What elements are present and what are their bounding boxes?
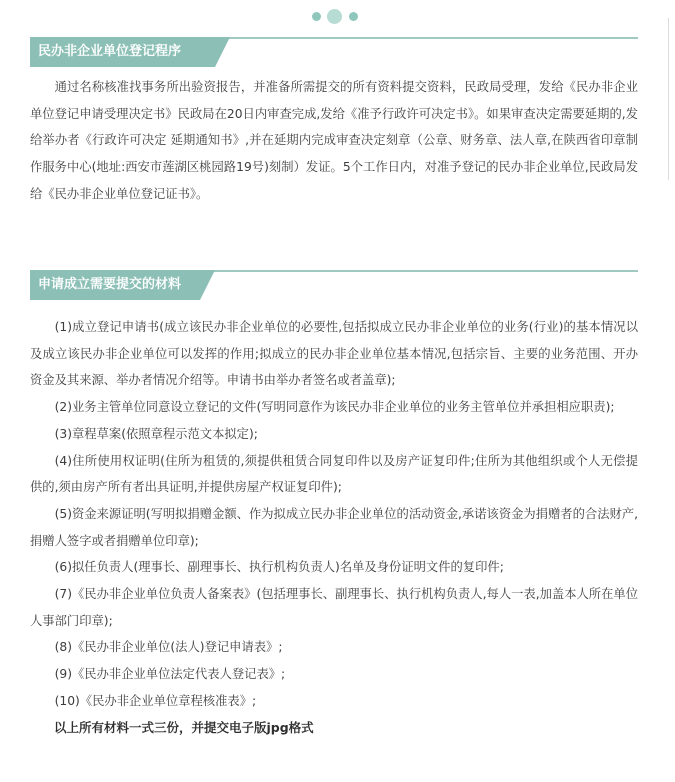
list-item: (10)《民办非企业单位章程核准表》; — [54, 693, 257, 708]
carousel-indicator — [310, 9, 362, 25]
list-item: (9)《民办非企业单位法定代表人登记表》; — [54, 667, 286, 682]
indicator-dot — [312, 12, 321, 21]
indicator-dot — [349, 12, 358, 21]
list-item: (5)资金来源证明(写明拟捐赠金额、作为拟成立民办非企业单位的活动资金,承诺该资金为捐赠者的合法财产,捐赠人签字或者捐赠单位印章); — [30, 506, 638, 548]
side-divider — [668, 18, 669, 180]
list-item: (1)成立登记申请书(成立该民办非企业单位的必要性,包括拟成立民办非企业单位的业务(行业)的基本情况以及成立该民办非企业单位可以发挥的作用;拟成立的民办非企业单位基本情况,包括宗旨、主要的业务范围、开办资金及其来源、举办者情况介绍等。申请书由举办者签名或者盖章); — [30, 320, 638, 388]
procedure-paragraph: 通过名称核准找事务所出验资报告，并准备所需提交的所有资料提交资料，民政局受理，发给《民办非企业单位登记申请受理决定书》民政局在20日内审查完成,发给《准予行政许可决定书》。如果审查决定需要延期的,发给举办者《行政许可决定 延期通知书》,并在延期内完成审查决定刻章（公章、财务章、法人章,在陕西省印章制作服务中心(地址:西安市莲湖区桃园路19号)刻制）发证。5个工作日内，对准予登记的民办非企业单位,民政局发给《民办非企业单位登记证书》。 — [30, 80, 638, 201]
list-item: (4)住所使用权证明(住所为租赁的,须提供租赁合同复印件以及房产证复印件;住所为其他组织或个人无偿提供的,须由房产所有者出具证明,并提供房屋产权证复印件); — [30, 453, 638, 495]
section-header — [30, 37, 638, 67]
list-item: (6)拟任负责人(理事长、副理事长、执行机构负责人)名单及身份证明文件的复印件; — [54, 560, 504, 575]
section-registration-procedure — [30, 37, 638, 208]
list-item: (2)业务主管单位同意设立登记的文件(写明同意作为该民办非企业单位的业务主管单位并承担相应职责); — [54, 400, 615, 415]
list-item: (7)《民办非企业单位负责人备案表》(包括理事长、副理事长、执行机构负责人,每人一表,加盖本人所在单位人事部门印章); — [30, 587, 638, 628]
list-item: (3)章程草案(依照章程示范文本拟定); — [54, 426, 258, 441]
materials-list — [30, 300, 638, 741]
section-title: 申请成立需要提交的材料 — [38, 277, 182, 292]
section-header — [30, 270, 638, 300]
final-note: 以上所有材料一式三份，并提交电子版jpg格式 — [54, 719, 314, 735]
list-item: (8)《民办非企业单位(法人)登记申请表》; — [54, 640, 283, 655]
indicator-dot-active — [327, 9, 342, 24]
section-title: 民办非企业单位登记程序 — [38, 44, 182, 59]
section-required-materials — [30, 270, 638, 741]
